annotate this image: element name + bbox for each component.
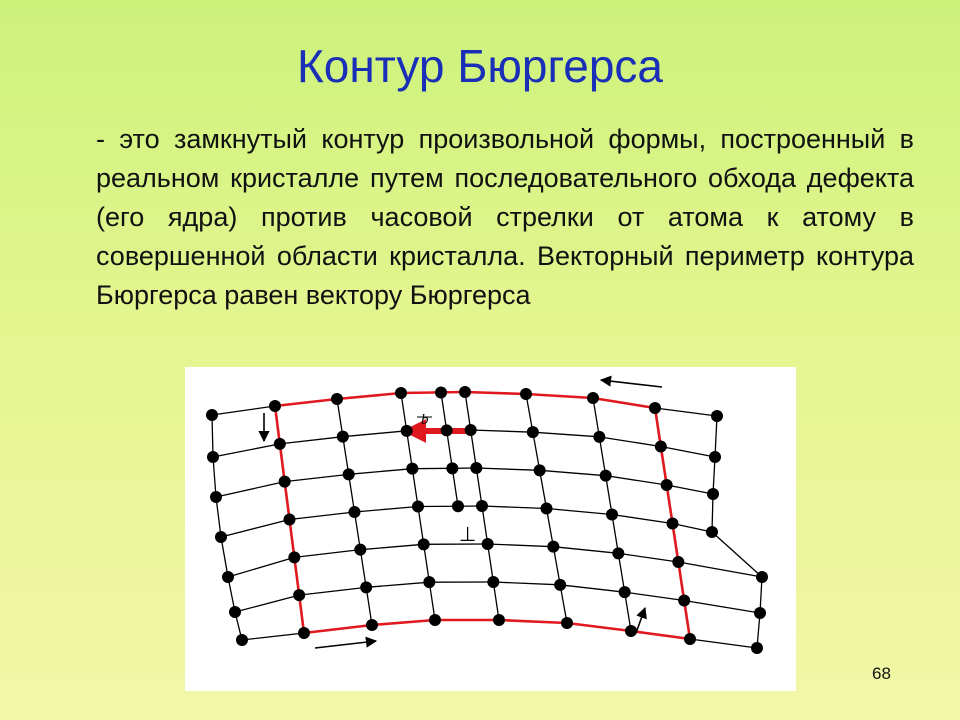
page-number: 68 xyxy=(872,664,891,683)
lattice-bond xyxy=(213,444,280,457)
lattice-bond xyxy=(684,601,760,614)
atom xyxy=(293,589,305,601)
lattice-bond xyxy=(715,416,717,457)
lattice-bond xyxy=(213,457,216,497)
burgers-contour xyxy=(275,392,690,639)
lattice-bond xyxy=(599,437,661,447)
atom xyxy=(619,586,631,598)
atom xyxy=(206,409,218,421)
lattice-bond xyxy=(476,468,539,470)
atom xyxy=(435,387,447,399)
contour-segment xyxy=(631,631,690,639)
lattice-bond xyxy=(216,482,285,497)
atom xyxy=(274,438,286,450)
atom xyxy=(547,541,559,553)
atom xyxy=(229,606,241,618)
lattice-bond xyxy=(228,557,294,577)
lattice-bond xyxy=(290,512,355,520)
atom xyxy=(706,526,718,538)
atom xyxy=(331,393,343,405)
atom xyxy=(493,614,505,626)
vector-label: b xyxy=(421,412,429,428)
atom xyxy=(487,576,499,588)
lattice-bond xyxy=(360,544,423,549)
atom xyxy=(366,619,378,631)
lattice-bond xyxy=(343,431,407,437)
contour-segment xyxy=(593,398,655,408)
contour-segment xyxy=(401,392,465,393)
direction-arrow-bottom xyxy=(315,641,376,648)
atom xyxy=(587,392,599,404)
contour-segment xyxy=(337,393,401,399)
lattice-bond xyxy=(547,509,613,515)
atom xyxy=(751,642,763,654)
lattice-bond xyxy=(280,437,343,444)
atom xyxy=(476,500,488,512)
atom xyxy=(354,544,366,556)
atom xyxy=(207,451,219,463)
lattice-bond xyxy=(678,562,762,577)
atom xyxy=(754,607,766,619)
lattice-bond xyxy=(212,406,275,415)
atoms xyxy=(206,386,768,654)
lattice-bond xyxy=(349,469,413,475)
atom xyxy=(446,462,458,474)
lattice-bond xyxy=(235,595,299,612)
atom xyxy=(606,509,618,521)
lattice-bond xyxy=(667,485,713,494)
atom xyxy=(707,488,719,500)
atom xyxy=(279,476,291,488)
lattice-bond xyxy=(355,507,419,513)
lattice-bond xyxy=(533,432,600,437)
lattice-bond xyxy=(285,474,349,481)
slide-title: Контур Бюргерса xyxy=(296,40,663,92)
atom xyxy=(534,464,546,476)
atom xyxy=(711,410,723,422)
atom xyxy=(541,503,553,515)
atom xyxy=(655,441,667,453)
atom xyxy=(709,451,721,463)
lattice-bond xyxy=(471,430,533,432)
lattice-bond xyxy=(553,547,618,554)
lattice-bond xyxy=(221,520,290,538)
atom xyxy=(482,538,494,550)
atom xyxy=(298,627,310,639)
lattice-bond xyxy=(221,537,228,577)
atom xyxy=(423,576,435,588)
atom xyxy=(678,595,690,607)
contour-segment xyxy=(499,620,567,623)
lattice-bond xyxy=(488,544,554,547)
atom xyxy=(661,479,673,491)
atom xyxy=(337,431,349,443)
lattice-bond xyxy=(625,592,685,600)
atom xyxy=(520,388,532,400)
atom xyxy=(288,551,300,563)
atom xyxy=(600,470,612,482)
dislocation-symbol: ⊥ xyxy=(459,522,477,546)
lattice-bond xyxy=(673,524,713,533)
lattice-bond xyxy=(655,408,717,416)
atom xyxy=(418,538,430,550)
definition-text: - это замкнутый контур произвольной формы, построенный в реальном кристалле путем последовательного обхода дефекта (его ядра) против часовой стрелки от атома к атому в совершенной области кристалла. Векторный периметр контура Бюргерса равен вектору Бюргерса xyxy=(96,124,914,310)
lattice-bond xyxy=(366,582,429,587)
contour-segment xyxy=(275,399,337,406)
lattice-bond xyxy=(712,532,762,577)
atom xyxy=(441,424,453,436)
atom xyxy=(406,463,418,475)
atom xyxy=(395,387,407,399)
atom xyxy=(612,547,624,559)
lattice-bond xyxy=(606,476,667,485)
lattice-bond xyxy=(618,553,678,562)
atom xyxy=(554,579,566,591)
lattice-bond xyxy=(690,639,757,648)
atom xyxy=(527,426,539,438)
lattice-bond xyxy=(294,550,360,558)
atom xyxy=(625,625,637,637)
lattice-bond xyxy=(212,415,213,457)
lattice-bond xyxy=(560,585,625,592)
direction-arrow-right xyxy=(636,608,645,633)
atom xyxy=(284,514,296,526)
atom xyxy=(756,571,768,583)
lattice-bond xyxy=(216,497,221,537)
atom xyxy=(649,402,661,414)
contour-segment xyxy=(372,620,435,625)
atom xyxy=(412,501,424,513)
contour-segment xyxy=(465,392,526,394)
atom xyxy=(459,386,471,398)
atom xyxy=(667,518,679,530)
atom xyxy=(349,506,361,518)
lattice-bond xyxy=(299,587,366,595)
atom xyxy=(222,571,234,583)
atom xyxy=(452,500,464,512)
lattice-bond xyxy=(242,633,304,640)
burgers-circuit-figure xyxy=(185,367,796,691)
atom xyxy=(401,425,413,437)
contour-segment xyxy=(526,394,593,398)
lattice-bond xyxy=(493,582,560,585)
atom xyxy=(465,424,477,436)
contour-segment xyxy=(304,625,372,633)
atom xyxy=(561,617,573,629)
lattice-bond xyxy=(482,506,547,509)
atom xyxy=(210,491,222,503)
atom xyxy=(360,581,372,593)
atom xyxy=(672,556,684,568)
lattice-bond xyxy=(540,470,606,475)
atom xyxy=(593,431,605,443)
contour-segment xyxy=(567,623,631,631)
atom xyxy=(215,531,227,543)
atom xyxy=(470,462,482,474)
atom xyxy=(236,634,248,646)
direction-arrow-top xyxy=(601,380,662,387)
lattice-bond xyxy=(661,447,715,458)
atom xyxy=(269,400,281,412)
lattice-bond xyxy=(612,515,673,524)
atom xyxy=(429,614,441,626)
atom xyxy=(343,468,355,480)
atom xyxy=(684,633,696,645)
